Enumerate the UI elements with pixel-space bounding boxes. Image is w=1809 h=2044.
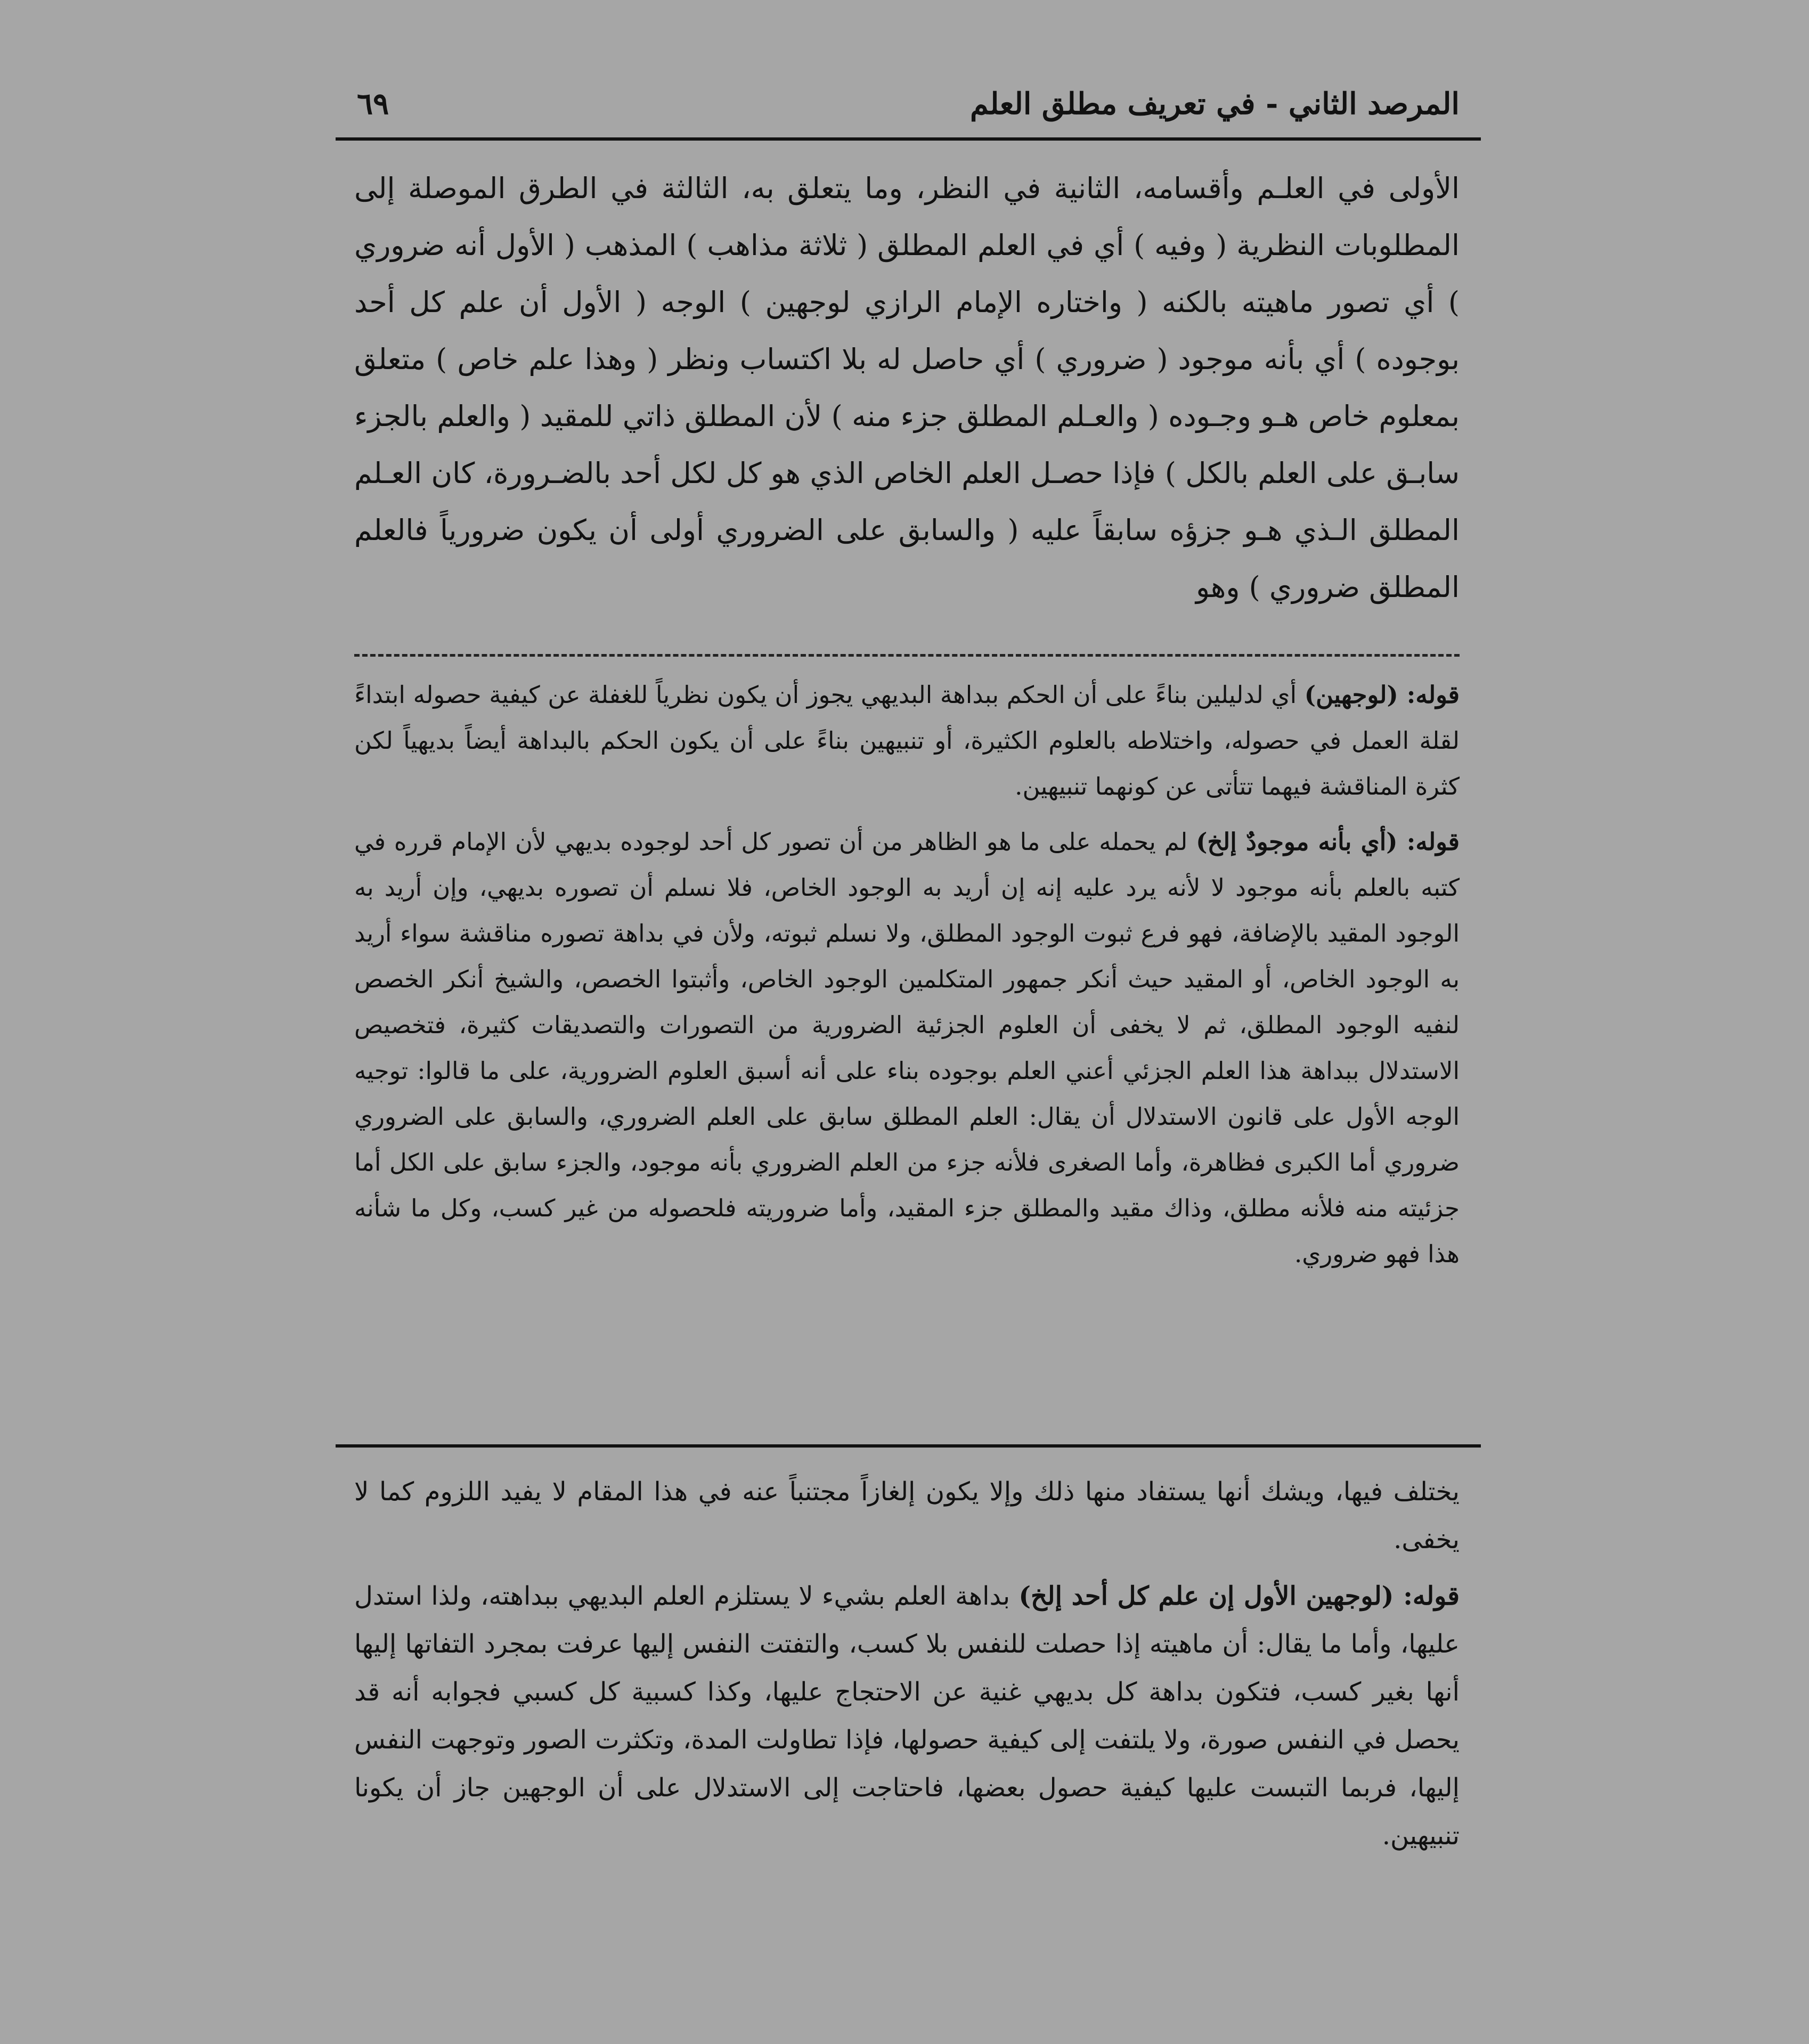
note-paragraph (354, 672, 1460, 810)
note-label: قوله: (أي بأنه موجودٌ إلخ) (1196, 828, 1460, 856)
dashed-separator (354, 654, 1460, 657)
commentary-notes (354, 672, 1460, 1287)
note-label: قوله: (لوجهين الأول إن علم كل أحد إلخ) (1018, 1581, 1460, 1611)
note-paragraph (354, 1572, 1460, 1860)
page-number: ٦٩ (357, 86, 389, 121)
note-text: يختلف فيها، ويشك أنها يستفاد منها ذلك وإلا يكون إلغازاً مجتنباً عنه في هذا المقام لا يفيد اللزوم كما لا يخفى. (354, 1477, 1460, 1555)
page-header (352, 80, 1460, 138)
main-paragraph: الأولى في العلـم وأقسامه، الثانية في النظر، وما يتعلق به، الثالثة في الطرق الموصلة إلى المطلوبات النظرية ( وفيه ) أي في العلم المطلق ( ثلاثة مذاهب ) المذهب ( الأول أنه ضروري ) أي تصور ماهيته بالكنه ( واختاره الإمام الرازي لوجهين ) الوجه ( الأول أن علم كل أحد بوجوده ) أي بأنه موجود ( ضروري ) أي حاصل له بلا اكتساب ونظر ( وهذا علم خاص ) متعلق بمعلوم خاص هـو وجـوده ( والعـلم المطلق جزء منه ) لأن المطلق ذاتي للمقيد ( والعلم بالجزء سابـق على العلم بالكل ) فإذا حصـل العلم الخاص الذي هو كل لكل أحد بالضـرورة، كان العـلم المطلق الـذي هـو جزؤه سابقاً عليه ( والسابق على الضروري أولى أن يكون ضرورياً فالعلم المطلق ضروري ) وهو (354, 171, 1460, 604)
note-text: أي لدليلين بناءً على أن الحكم ببداهة البديهي يجوز أن يكون نظرياً للغفلة عن كيفية حصوله ابتداءً لقلة العمل في حصوله، واختلاطه بالعلوم الكثيرة، أو تنبيهين بناءً على أن يكون الحكم بالبداهة أيضاً بديهياً لكن كثرة المناقشة فيهما تتأتى عن كونهما تنبيهين. (354, 681, 1460, 800)
note-text: بداهة العلم بشيء لا يستلزم العلم البديهي ببداهته، ولذا استدل عليها، وأما ما يقال: أن ماهيته إذا حصلت للنفس بلا كسب، والتفتت النفس إليها عرفت بمجرد التفاتها إليها أنها بغير كسب، فتكون بداهة كل بديهي غنية عن الاحتجاج عليها، وكذا كسبية كل كسبي فجوابه أنه قد يحصل في النفس صورة، ولا يلتفت إلى كيفية حصولها، فإذا تطاولت المدة، وتكثرت الصور وتوجهت النفس إليها، فربما التبست عليها كيفية حصول بعضها، فاحتاجت إلى الاستدلال على أن الوجهين جاز أن يكونا تنبيهين. (354, 1581, 1460, 1851)
main-text (354, 160, 1460, 624)
running-title: المرصد الثاني - في تعريف مطلق العلم (969, 86, 1460, 121)
section-rule (336, 1444, 1481, 1448)
note-label: قوله: (لوجهين) (1304, 681, 1460, 709)
header-rule (336, 137, 1481, 141)
note-paragraph (354, 819, 1460, 1277)
second-commentary (354, 1468, 1460, 1868)
note-text: لم يحمله على ما هو الظاهر من أن تصور كل أحد لوجوده بديهي لأن الإمام قرره في كتبه بالعلم بأنه موجود لا لأنه يرد عليه إنه إن أريد به الوجود الخاص، فلا نسلم أن تصوره بديهي، وإن أريد به الوجود المقيد بالإضافة، فهو فرع ثبوت الوجود المطلق، ولا نسلم ثبوته، ولأن في بداهة تصوره مناقشة سواء أريد به الوجود الخاص، أو المقيد حيث أنكر جمهور المتكلمين الوجود الخاص، وأثبتوا الخصص، والشيخ أنكر الخصص لنفيه الوجود المطلق، ثم لا يخفى أن العلوم الجزئية الضرورية من التصورات والتصديقات كثيرة، فتخصيص الاستدلال ببداهة هذا العلم الجزئي أعني العلم بوجوده بناء على أنه أسبق العلوم الضرورية، على ما قالوا: توجيه الوجه الأول على قانون الاستدلال أن يقال: العلم المطلق سابق على العلم الضروري، والسابق على الضروري ضروري أما الكبرى فظاهرة، وأما الصغرى فلأنه جزء من العلم الضروري بأنه موجود، والجزء سابق على الكل أما جزئيته منه فلأنه مطلق، وذاك مقيد والمطلق جزء المقيد، وأما ضروريته فلحصوله من غير كسب، وكل ما شأنه هذا فهو ضروري. (354, 828, 1460, 1268)
note-paragraph (354, 1468, 1460, 1564)
